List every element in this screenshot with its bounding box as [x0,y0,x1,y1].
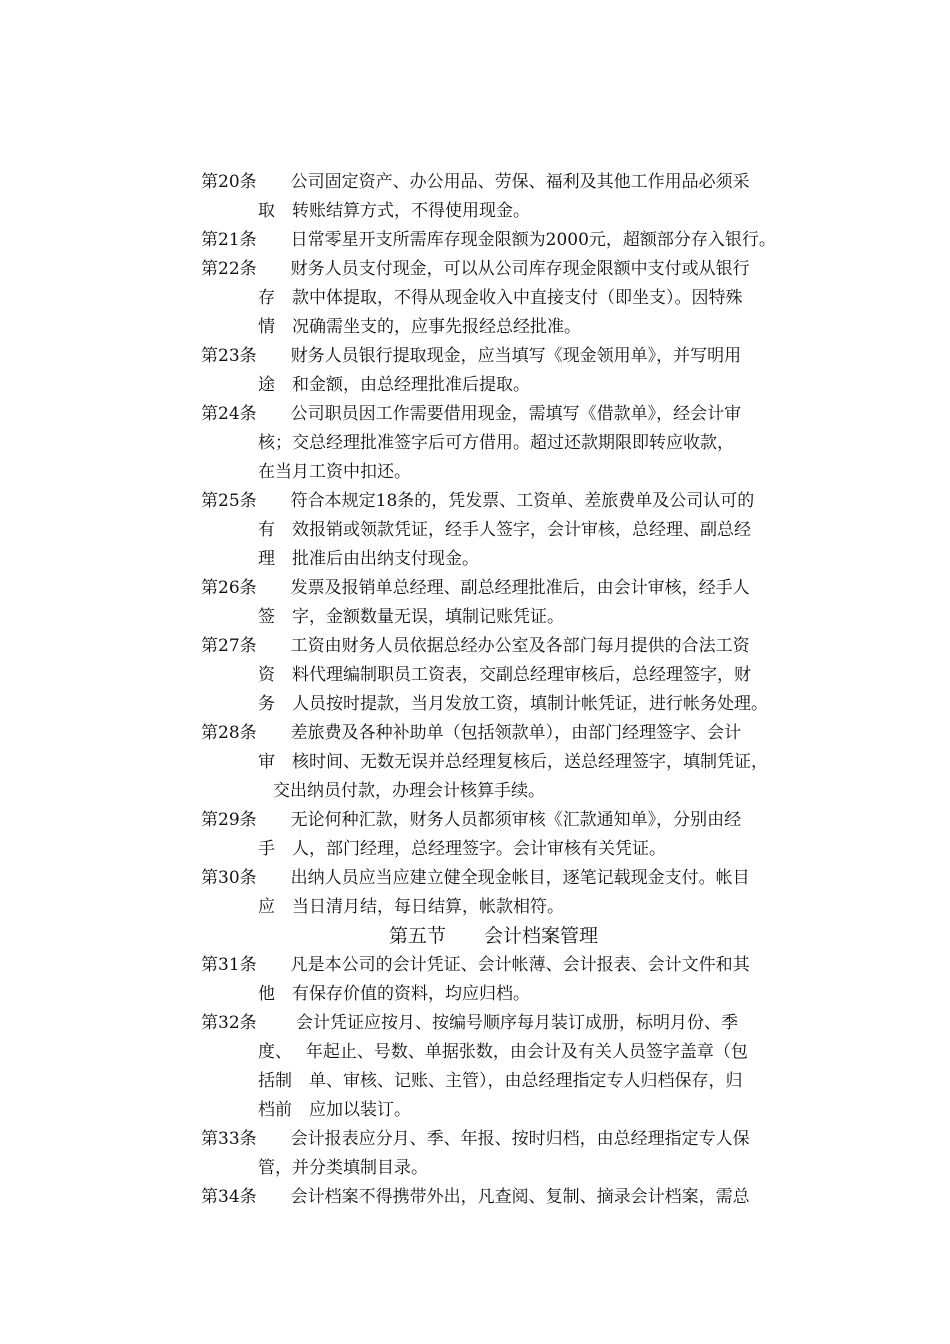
article-26-line-1: 第26条 发票及报销单总经理、副总经理批准后，由会计审核，经手人 [201,578,750,598]
article-22-line-2: 存 款中体提取，不得从现金收入中直接支付（即坐支）。因特殊 [258,288,743,308]
article-27-line-1: 第27条 工资由财务人员依据总经办公室及各部门每月提供的合法工资 [201,636,750,656]
article-32-line-4: 档前 应加以装订。 [258,1100,411,1120]
article-21-line-1: 第21条 日常零星开支所需库存现金限额为2000元，超额部分存入银行。 [201,230,776,250]
article-30-line-2: 应 当日清月结，每日结算，帐款相符。 [258,897,564,917]
article-33-line-2: 管，并分类填制目录。 [258,1158,428,1178]
article-25-line-3: 理 批准后由出纳支付现金。 [258,549,479,569]
article-32-line-1: 第32条 会计凭证应按月、按编号顺序每月装订成册，标明月份、季 [201,1013,739,1033]
article-29-line-2: 手 人，部门经理，总经理签字。会计审核有关凭证。 [258,839,666,859]
article-29-line-1: 第29条 无论何种汇款，财务人员都须审核《汇款通知单》，分别由经 [201,810,742,830]
article-20-line-2: 取 转账结算方式，不得使用现金。 [258,201,530,221]
section-heading: 第五节 会计档案管理 [389,925,599,947]
article-23-line-2: 途 和金额，由总经理批准后提取。 [258,375,530,395]
article-34-line-1: 第34条 会计档案不得携带外出，凡查阅、复制、摘录会计档案，需总 [201,1187,750,1207]
article-25-line-1: 第25条 符合本规定18条的，凭发票、工资单、差旅费单及公司认可的 [201,491,755,511]
article-24-line-3: 在当月工资中扣还。 [258,462,411,482]
article-33-line-1: 第33条 会计报表应分月、季、年报、按时归档，由总经理指定专人保 [201,1129,750,1149]
article-31-line-2: 他 有保存价值的资料，均应归档。 [258,984,530,1004]
article-23-line-1: 第23条 财务人员银行提取现金，应当填写《现金领用单》，并写明用 [201,346,742,366]
article-31-line-1: 第31条 凡是本公司的会计凭证、会计帐薄、会计报表、会计文件和其 [201,955,750,975]
article-32-line-2: 度、 年起止、号数、单据张数，由会计及有关人员签字盖章（包 [258,1042,748,1062]
article-25-line-2: 有 效报销或领款凭证，经手人签字，会计审核，总经理、副总经 [258,520,751,540]
article-22-line-1: 第22条 财务人员支付现金，可以从公司库存现金限额中支付或从银行 [201,259,750,279]
article-22-line-3: 情 况确需坐支的，应事先报经总经批准。 [258,317,581,337]
article-27-line-3: 务 人员按时提款，当月发放工资，填制计帐凭证，进行帐务处理。 [258,694,768,714]
article-32-line-3: 括制 单、审核、记账、主管），由总经理指定专人归档保存，归 [258,1071,743,1091]
article-30-line-1: 第30条 出纳人员应当应建立健全现金帐目，逐笔记载现金支付。帐目 [201,868,750,888]
article-28-line-1: 第28条 差旅费及各种补助单（包括领款单），由部门经理签字、会计 [201,723,742,743]
article-24-line-1: 第24条 公司职员因工作需要借用现金，需填写《借款单》，经会计审 [201,404,742,424]
article-28-line-2: 审 核时间、无数无误并总经理复核后，送总经理签字，填制凭证， [258,752,768,772]
article-26-line-2: 签 字，金额数量无误，填制记账凭证。 [258,607,564,627]
article-24-line-2: 核；交总经理批准签字后可方借用。超过还款期限即转应收款， [258,433,734,453]
article-27-line-2: 资 料代理编制职员工资表，交副总经理审核后，总经理签字，财 [258,665,751,685]
article-20-line-1: 第20条 公司固定资产、办公用品、劳保、福利及其他工作用品必须采 [201,172,750,192]
article-28-line-3: 交出纳员付款，办理会计核算手续。 [273,781,545,801]
document-body [201,168,841,1212]
